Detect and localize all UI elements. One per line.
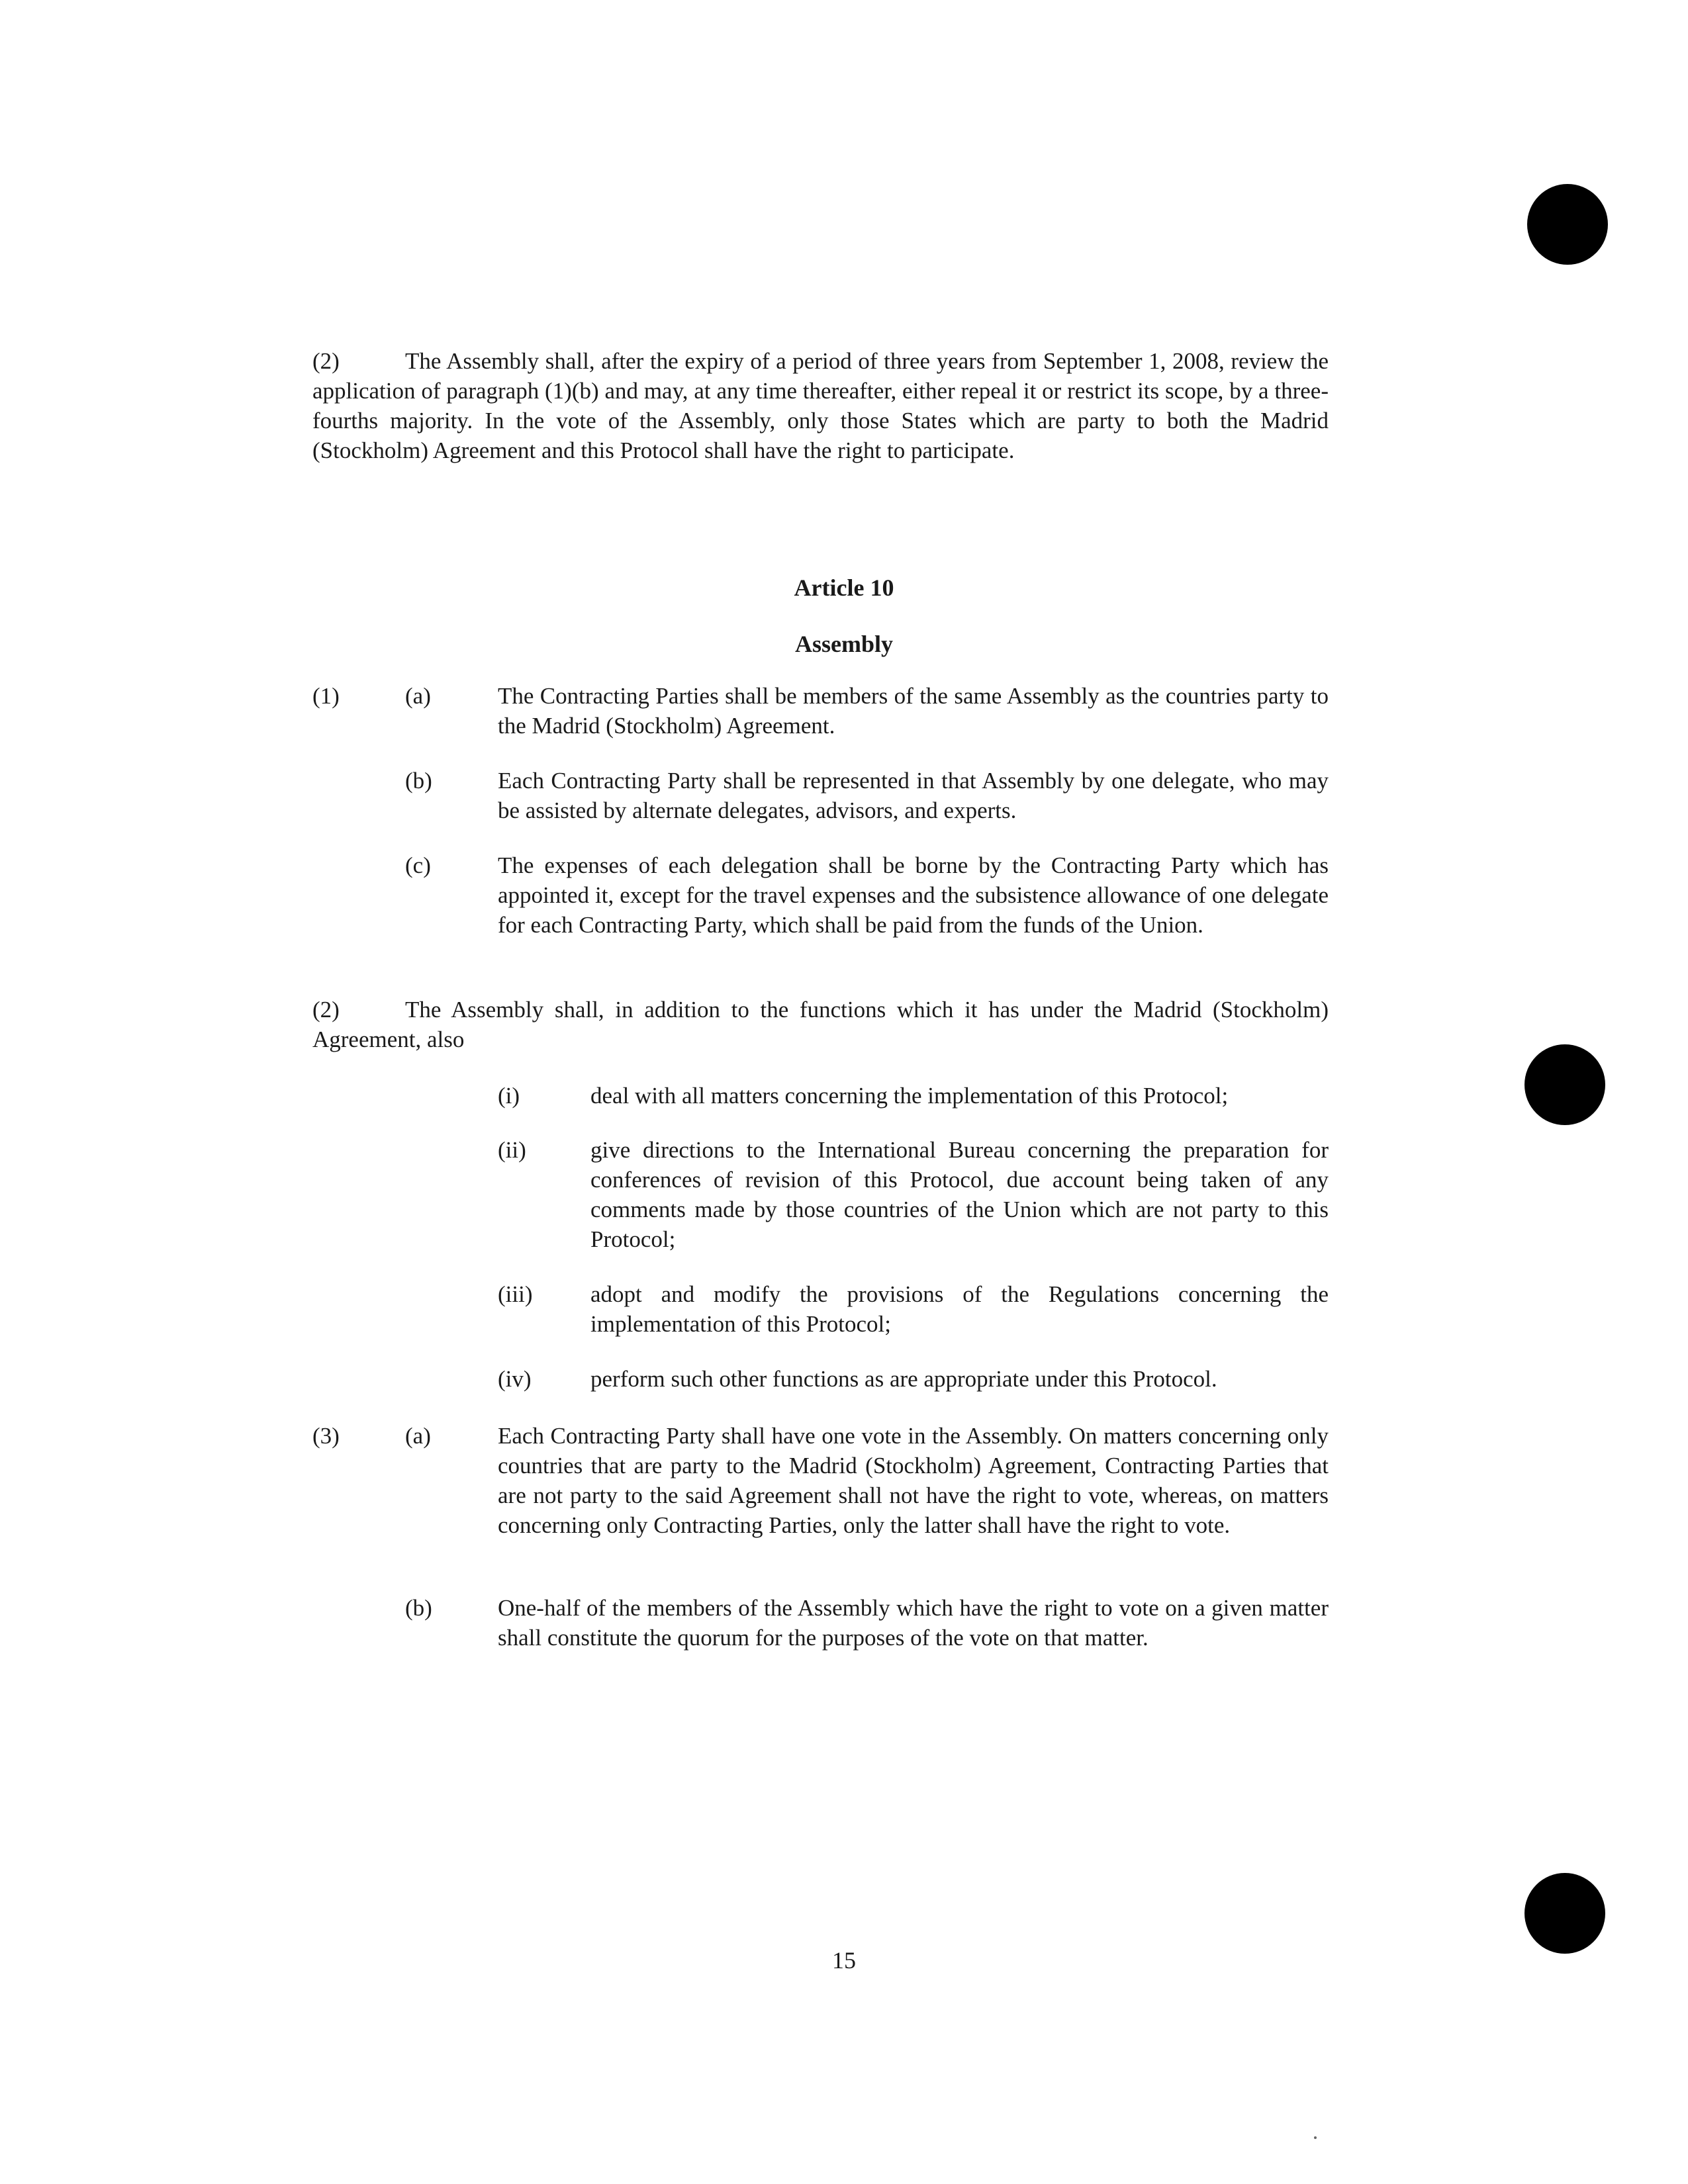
paragraph-1a-text: The Contracting Parties shall be members of the same Assembly as the countries party to the Madrid (Stockholm) Agreement. <box>498 683 1329 739</box>
paragraph-3b-text: One-half of the members of the Assembly which have the right to vote on a given matter shall constitute the quorum for the purposes of the vote on that matter. <box>498 1595 1329 1651</box>
paragraph-3a-label: (a) <box>405 1423 431 1449</box>
article-title: Assembly <box>794 631 893 657</box>
punch-hole-bottom <box>1524 1873 1605 1954</box>
paragraph-1b-label: (b) <box>405 768 432 794</box>
paragraph-2-previous <box>312 346 1329 465</box>
item-iii-label: (iii) <box>498 1281 533 1307</box>
paragraph-1a-label: (a) <box>405 683 431 709</box>
paragraph-2-label: (2) <box>312 997 340 1023</box>
scan-speck <box>1314 2136 1317 2139</box>
paragraph-3-label: (3) <box>312 1423 340 1449</box>
page-number: 15 <box>832 1947 856 1974</box>
paragraph-text: The Assembly shall, after the expiry of a period of three years from September 1, 2008, review the application of paragraph (1)(b) and may, at any time thereafter, either repeal it or restrict its scope, by a three-fourths majority. In the vote of the Assembly, only those States which are party to both the Madrid (Stockholm) Agreement and this Protocol shall have the right to participate. <box>312 348 1329 463</box>
paragraph-1-label: (1) <box>312 683 340 709</box>
paragraph-3b-label: (b) <box>405 1595 432 1621</box>
punch-hole-top <box>1527 184 1608 265</box>
item-i-text: deal with all matters concerning the implementation of this Protocol; <box>590 1083 1229 1109</box>
paragraph-label: (2) <box>312 348 340 374</box>
item-iii-text: adopt and modify the provisions of the Regulations concerning the implementation of this Protocol; <box>590 1281 1329 1337</box>
item-iv-label: (iv) <box>498 1366 532 1392</box>
item-ii-label: (ii) <box>498 1137 526 1163</box>
paragraph-1c-label: (c) <box>405 852 431 878</box>
punch-hole-middle <box>1524 1044 1605 1125</box>
paragraph-3a-text: Each Contracting Party shall have one vote in the Assembly. On matters concerning only countries that are party to the Madrid (Stockholm) Agreement, Contracting Parties that are not party to the said Agreement shall not have the right to vote, whereas, on matters concerning only Contracting Parties, only the latter shall have the right to vote. <box>498 1423 1329 1538</box>
paragraph-1b-text: Each Contracting Party shall be represented in that Assembly by one delegate, who may be assisted by alternate delegates, advisors, and experts. <box>498 768 1329 823</box>
item-iv-text: perform such other functions as are appropriate under this Protocol. <box>590 1366 1217 1392</box>
item-i-label: (i) <box>498 1083 520 1109</box>
paragraph-2 <box>312 995 1329 1054</box>
item-ii-text: give directions to the International Bureau concerning the preparation for conferences of revision of this Protocol, due account being taken of any comments made by those countries of the Union which are not party to this Protocol; <box>590 1137 1329 1252</box>
paragraph-1c-text: The expenses of each delegation shall be borne by the Contracting Party which has appointed it, except for the travel expenses and the subsistence allowance of one delegate for each Contracting Party, which shall be paid from the funds of the Union. <box>498 852 1329 938</box>
article-number: Article 10 <box>794 574 894 601</box>
paragraph-2-text: The Assembly shall, in addition to the functions which it has under the Madrid (Stockholm) Agreement, also <box>312 997 1329 1052</box>
